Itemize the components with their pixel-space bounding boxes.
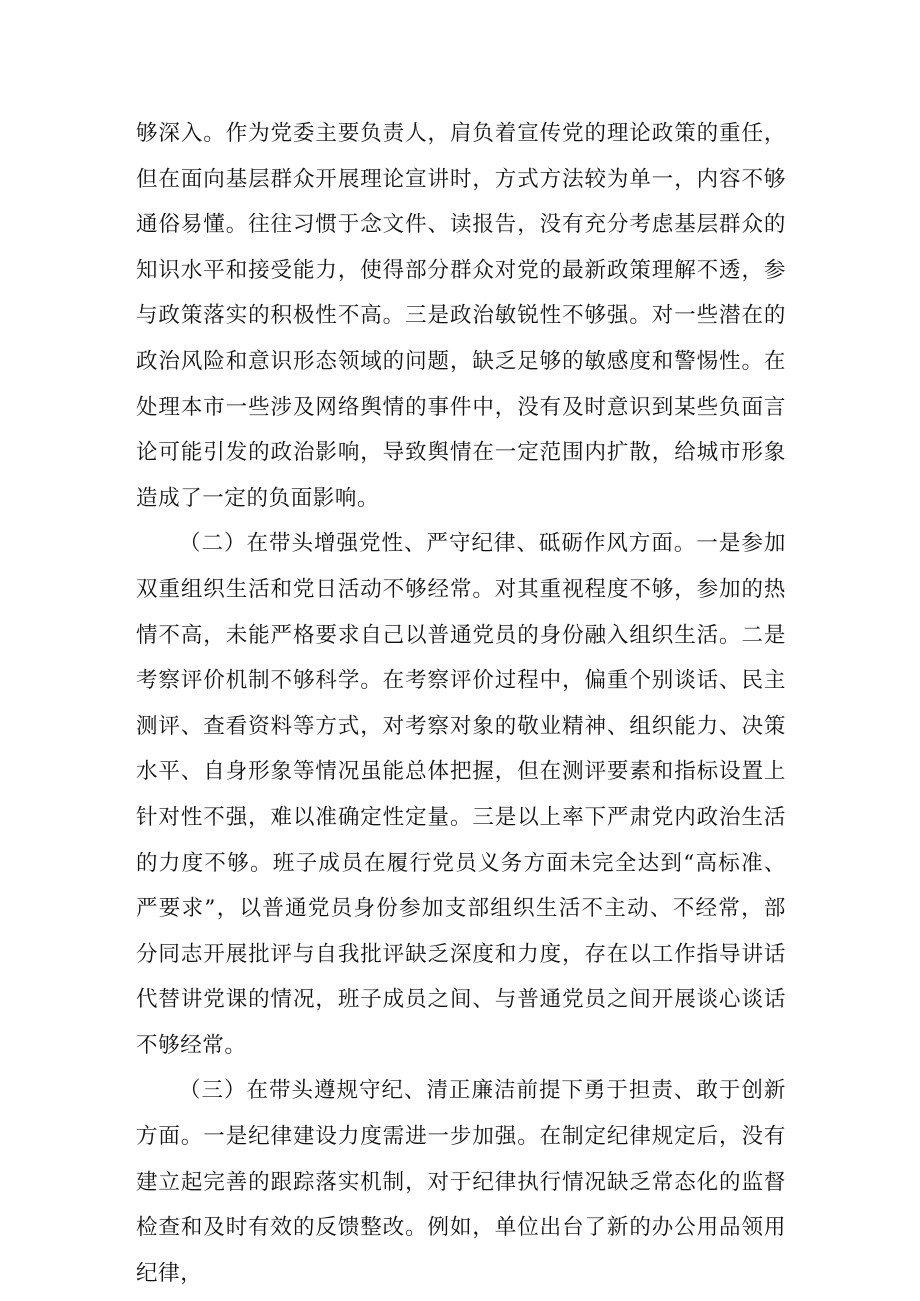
document-body xyxy=(136,111,786,1296)
paragraph-continuation: 够深入。作为党委主要负责人，肩负着宣传党的理论政策的重任，但在面向基层群众开展理论宣讲时，方式方法较为单一，内容不够通俗易懂。往往习惯于念文件、读报告，没有充分考虑基层群众的知识水平和接受能力，使得部分群众对党的最新政策理解不透，参与政策落实的积极性不高。三是政治敏锐性不够强。对一些潜在的政治风险和意识形态领域的问题，缺乏足够的敏感度和警惕性。在处理本市一些涉及网络舆情的事件中，没有及时意识到某些负面言论可能引发的政治影响，导致舆情在一定范围内扩散，给城市形象造成了一定的负面影响。 xyxy=(136,121,786,511)
paragraph-section-three: （三）在带头遵规守纪、清正廉洁前提下勇于担责、敢于创新方面。一是纪律建设力度需进一步加强。在制定纪律规定后，没有建立起完善的跟踪落实机制，对于纪律执行情况缺乏常态化的监督检查和及时有效的反馈整改。例如，单位出台了新的办公用品领用纪律， xyxy=(136,1078,786,1286)
paragraph-section-two: （二）在带头增强党性、严守纪律、砥砺作风方面。一是参加双重组织生活和党日活动不够经常。对其重视程度不够，参加的热情不高，未能严格要求自己以普通党员的身份融入组织生活。二是考察评价机制不够科学。在考察评价过程中，偏重个别谈话、民主测评、查看资料等方式，对考察对象的敬业精神、组织能力、决策水平、自身形象等情况虽能总体把握，但在测评要素和指标设置上针对性不强，难以准确定性定量。三是以上率下严肃党内政治生活的力度不够。班子成员在履行党员义务方面未完全达到“高标准、严要求”，以普通党员身份参加支部组织生活不主动、不经常，部分同志开展批评与自我批评缺乏深度和力度，存在以工作指导讲话代替讲党课的情况，班子成员之间、与普通党员之间开展谈心谈话不够经常。 xyxy=(136,531,786,1058)
